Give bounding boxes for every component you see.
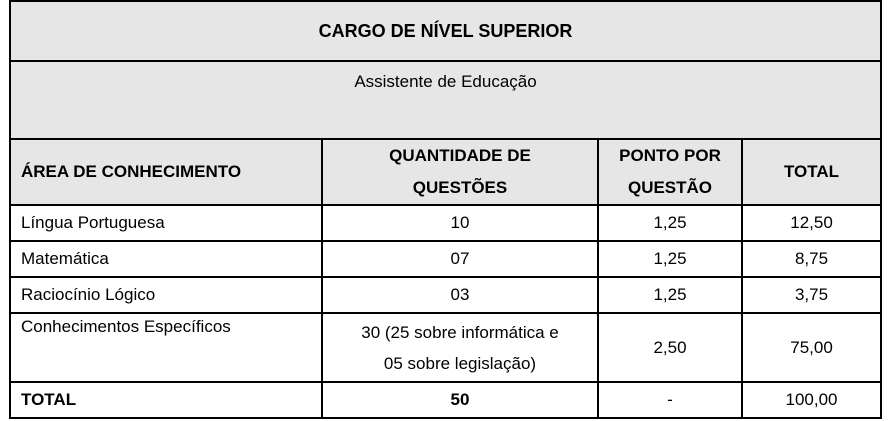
cell-total: 8,75 xyxy=(742,241,881,277)
table-subtitle: Assistente de Educação xyxy=(10,61,881,139)
total-label: TOTAL xyxy=(10,382,322,418)
header-quantidade-line1: QUANTIDADE DE xyxy=(389,146,531,165)
cell-quantidade-line2: 05 sobre legislação) xyxy=(383,353,537,373)
cell-ponto: 1,25 xyxy=(598,277,742,313)
cell-total: 75,00 xyxy=(742,313,881,382)
header-total: TOTAL xyxy=(742,139,881,205)
cell-quantidade xyxy=(322,313,598,382)
cell-area: Língua Portuguesa xyxy=(10,205,322,241)
table-row xyxy=(10,313,881,382)
total-quantidade: 50 xyxy=(322,382,598,418)
header-ponto xyxy=(598,139,742,205)
cell-quantidade: 10 xyxy=(322,205,598,241)
cell-total: 12,50 xyxy=(742,205,881,241)
cell-area: Matemática xyxy=(10,241,322,277)
table-row xyxy=(10,205,881,241)
table-row xyxy=(10,241,881,277)
cell-quantidade: 07 xyxy=(322,241,598,277)
score-table xyxy=(9,0,882,419)
header-ponto-line2: QUESTÃO xyxy=(627,178,713,197)
cell-area: Raciocínio Lógico xyxy=(10,277,322,313)
cell-quantidade: 03 xyxy=(322,277,598,313)
header-area: ÁREA DE CONHECIMENTO xyxy=(10,139,322,205)
cell-area: Conhecimentos Específicos xyxy=(10,313,322,382)
header-quantidade xyxy=(322,139,598,205)
total-ponto: - xyxy=(598,382,742,418)
table-row xyxy=(10,277,881,313)
header-ponto-line1: PONTO POR xyxy=(619,146,721,165)
cell-ponto: 1,25 xyxy=(598,205,742,241)
total-value: 100,00 xyxy=(742,382,881,418)
cell-quantidade-line1: 30 (25 sobre informática e xyxy=(361,322,559,342)
header-quantidade-line2: QUESTÕES xyxy=(412,178,508,197)
total-row xyxy=(10,382,881,418)
cell-total: 3,75 xyxy=(742,277,881,313)
table-title: CARGO DE NÍVEL SUPERIOR xyxy=(10,1,881,61)
cell-ponto: 1,25 xyxy=(598,241,742,277)
cell-ponto: 2,50 xyxy=(598,313,742,382)
